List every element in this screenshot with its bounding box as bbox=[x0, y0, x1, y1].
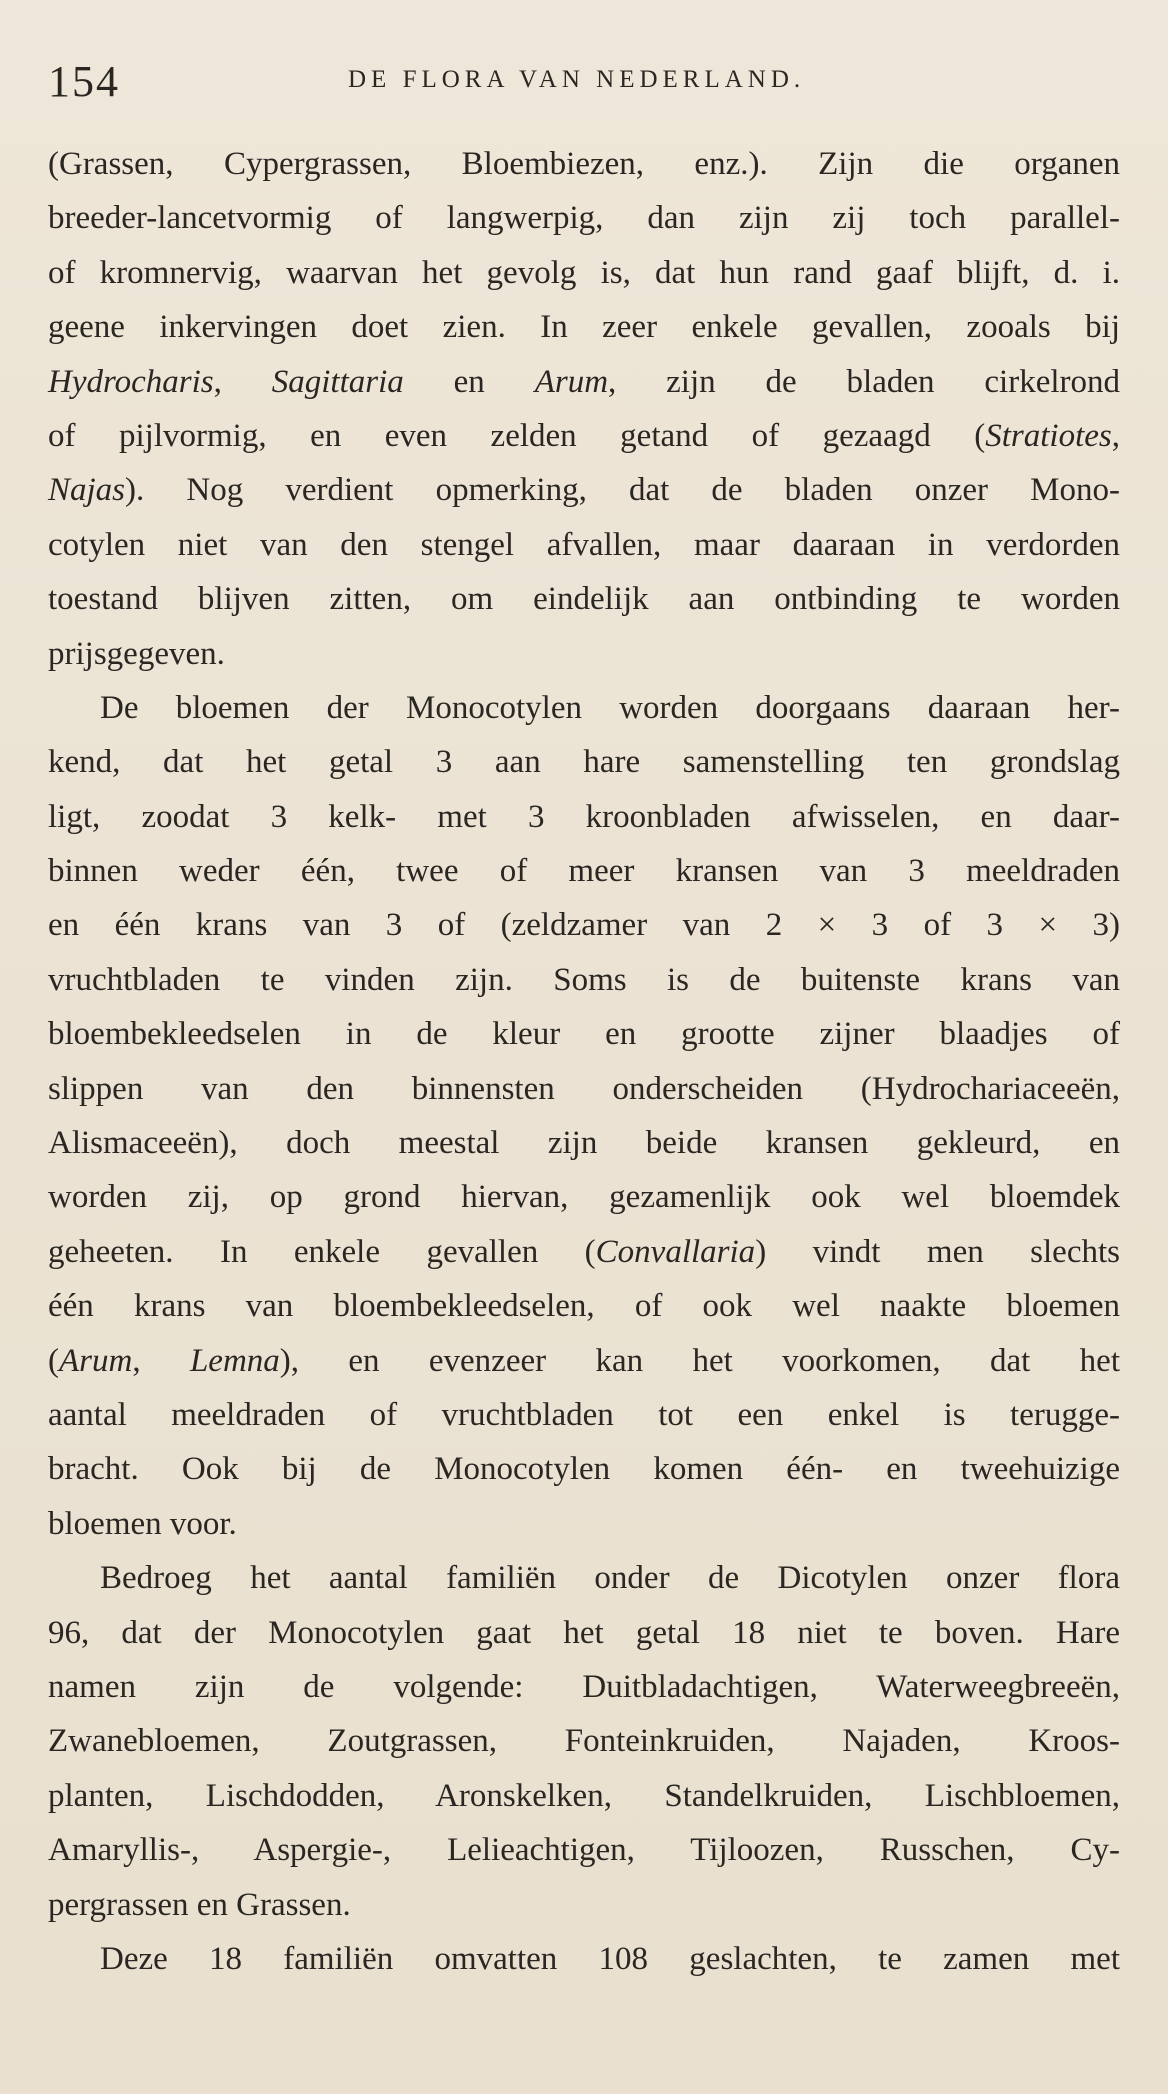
text-line: en één krans van 3 of (zeldzamer van 2 × 3 of 3 × 3) bbox=[48, 907, 1120, 944]
text-line: (Arum, Lemna), en evenzeer kan het voorkomen, dat het bbox=[48, 1342, 1121, 1379]
text-line: Najas). Nog verdient opmerking, dat de bladen onzer Mono- bbox=[48, 472, 1120, 509]
text-line: Alismaceeën), doch meestal zijn beide kransen gekleurd, en bbox=[48, 1125, 1120, 1162]
italic-term: Lemna bbox=[189, 1342, 280, 1379]
text-line: Amaryllis-, Aspergie-, Lelieachtigen, Tijloozen, Russchen, Cy- bbox=[48, 1832, 1120, 1869]
text-line: of pijlvormig, en even zelden getand of gezaagd (Stratiotes, bbox=[48, 417, 1120, 454]
text-line: Deze 18 familiën omvatten 108 geslachten, te zamen met bbox=[100, 1940, 1120, 1977]
text-line: namen zijn de volgende: Duitbladachtigen, Waterweegbreeën, bbox=[48, 1668, 1120, 1705]
text-line: pergrassen en Grassen. bbox=[48, 1886, 351, 1923]
italic-term: Najas bbox=[48, 472, 126, 509]
running-head: DE FLORA VAN NEDERLAND. bbox=[348, 66, 806, 93]
text-line: Hydrocharis, Sagittaria en Arum, zijn de bladen cirkelrond bbox=[48, 363, 1121, 400]
body-text bbox=[48, 137, 1120, 1986]
text-line: slippen van den binnensten onderscheiden (Hydrochariaceeën, bbox=[48, 1070, 1120, 1107]
italic-term: Convallaria bbox=[595, 1233, 756, 1270]
italic-term: Arum bbox=[59, 1342, 133, 1379]
italic-term: Sagittaria bbox=[271, 363, 404, 400]
text-line: of kromnervig, waarvan het gevolg is, dat hun rand gaaf blijft, d. i. bbox=[48, 254, 1120, 291]
text-line: toestand blijven zitten, om eindelijk aan ontbinding te worden bbox=[48, 581, 1120, 618]
page-header bbox=[48, 56, 1128, 106]
text-line: De bloemen der Monocotylen worden doorgaans daaraan her- bbox=[100, 689, 1120, 726]
italic-term: Stratiotes bbox=[985, 417, 1112, 454]
text-line: Zwanebloemen, Zoutgrassen, Fonteinkruiden, Najaden, Kroos- bbox=[48, 1723, 1120, 1760]
text-line: kend, dat het getal 3 aan hare samenstelling ten grondslag bbox=[48, 744, 1120, 781]
text-line: bloembekleedselen in de kleur en grootte zijner blaadjes of bbox=[48, 1016, 1120, 1053]
text-line: vruchtbladen te vinden zijn. Soms is de buitenste krans van bbox=[48, 961, 1120, 998]
text-line: worden zij, op grond hiervan, gezamenlijk ook wel bloemdek bbox=[48, 1179, 1120, 1216]
text-line: één krans van bloembekleedselen, of ook wel naakte bloemen bbox=[48, 1288, 1120, 1325]
text-line: geene inkervingen doet zien. In zeer enkele gevallen, zooals bij bbox=[48, 309, 1120, 346]
text-line: prijsgegeven. bbox=[48, 635, 225, 672]
italic-term: Hydrocharis bbox=[48, 363, 214, 400]
text-line: Bedroeg het aantal familiën onder de Dicotylen onzer flora bbox=[100, 1560, 1120, 1597]
text-line: bloemen voor. bbox=[48, 1505, 237, 1542]
text-line: (Grassen, Cypergrassen, Bloembiezen, enz.). Zijn die organen bbox=[48, 146, 1120, 182]
text-line: ligt, zoodat 3 kelk- met 3 kroonbladen afwisselen, en daar- bbox=[48, 798, 1120, 835]
page-number: 154 bbox=[48, 57, 120, 106]
text-line: aantal meeldraden of vruchtbladen tot een enkel is terugge- bbox=[48, 1396, 1120, 1433]
text-line: geheeten. In enkele gevallen (Convallaria) vindt men slechts bbox=[48, 1233, 1120, 1270]
text-line: cotylen niet van den stengel afvallen, maar daaraan in verdorden bbox=[48, 526, 1120, 563]
text-line: 96, dat der Monocotylen gaat het getal 18 niet te boven. Hare bbox=[48, 1614, 1120, 1651]
text-line: breeder-lancetvormig of langwerpig, dan zijn zij toch parallel- bbox=[48, 200, 1120, 237]
text-line: binnen weder één, twee of meer kransen van 3 meeldraden bbox=[48, 853, 1120, 890]
italic-term: Arum bbox=[534, 363, 609, 400]
text-line: planten, Lischdodden, Aronskelken, Standelkruiden, Lischbloemen, bbox=[48, 1777, 1120, 1814]
text-line: bracht. Ook bij de Monocotylen komen één- en tweehuizige bbox=[48, 1451, 1120, 1488]
